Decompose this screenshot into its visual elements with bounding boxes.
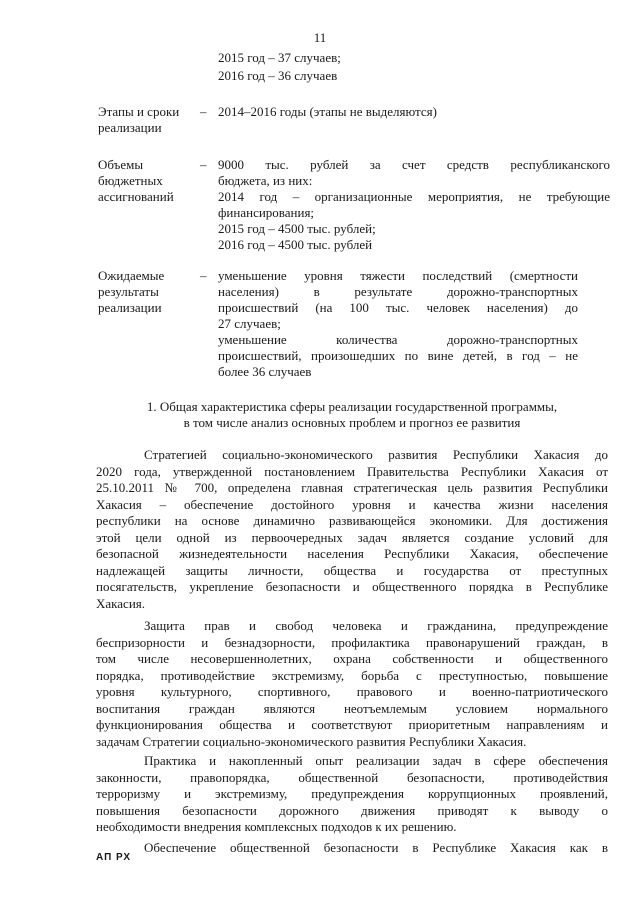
paragraph-line: Защита прав и свобод человека и гражданина, предупреждение [144, 618, 608, 633]
paragraph-line: этой цели одной из первоочередных задач является создание условий для [96, 529, 608, 545]
paragraph-line: 25.10.2011 № 700, определена главная стратегическая цель развития Республики [96, 480, 608, 495]
row-value: населения) в результате дорожно-транспортных [218, 284, 578, 299]
paragraph-line: Хакасия – обеспечение достойного уровня и качества жизни населения [96, 496, 608, 512]
row-value: уменьшение количества дорожно-транспортных [218, 332, 578, 347]
paragraph-line: воспитания граждан являются неотъемлемым условием нормального [96, 700, 608, 716]
row-label: результаты [98, 284, 159, 299]
row-value: 2014 год – организационные мероприятия, не требующие [218, 189, 610, 204]
paragraph-line: порядка, противодействие экстремизму, борьба с преступностью, повышение [96, 667, 608, 683]
paragraph [96, 618, 608, 750]
paragraph-line: Практика и накопленный опыт реализации задач в сфере обеспечения [144, 753, 608, 768]
row-label: реализации [98, 300, 162, 315]
row-value: происшествий, произошедших по вине детей, в год – не [218, 348, 578, 363]
row-label: Ожидаемые [98, 268, 165, 283]
footer-stamp: АП РХ [96, 852, 132, 863]
row-label: реализации [98, 120, 162, 135]
row-value: 27 случаев; [218, 316, 281, 331]
page-number: 11 [313, 30, 327, 45]
row-value: 2014–2016 годы (этапы не выделяются) [218, 104, 437, 119]
row-label: бюджетных [98, 173, 163, 188]
paragraph-line: республики на основе динамично развивающейся экономики. Для достижения [96, 513, 608, 528]
paragraph-line: законности, правопорядка, общественной безопасности, противодействия [96, 769, 608, 785]
paragraph [96, 840, 608, 857]
paragraph-line: том числе несовершеннолетних, охрана собственности и общественного [96, 651, 608, 666]
paragraph-line: функционирования общества и соответствуют приоритетным направлениям и [96, 717, 608, 732]
paragraph-line: надлежащей защиты личности, общества и государства от преступных [96, 562, 608, 578]
paragraph-line: посягательств, укрепление безопасности и общественного порядка в Республике [96, 579, 608, 594]
top-line: 2015 год – 37 случаев; [218, 50, 341, 65]
row-value: 2016 год – 4500 тыс. рублей [218, 237, 373, 252]
paragraph-line: 2020 года, утвержденной постановлением Правительства Республики Хакасия от [96, 463, 608, 479]
paragraph-line: терроризму и экстремизму, предупреждения коррупционных проявлений, [96, 786, 608, 801]
paragraph-line: Стратегией социально-экономического развития Республики Хакасия до [144, 447, 608, 462]
paragraph [96, 753, 608, 836]
row-label: ассигнований [98, 189, 174, 204]
row-dash: – [200, 104, 207, 119]
row-dash: – [200, 157, 207, 172]
row-label: Объемы [98, 157, 144, 172]
row-value: бюджета, из них: [218, 173, 313, 188]
paragraph-line: безопасной жизнедеятельности населения Республики Хакасия, обеспечение [96, 546, 608, 561]
paragraph-line: Обеспечение общественной безопасности в Республике Хакасия как в [144, 840, 608, 855]
paragraph-line: Хакасия. [96, 595, 146, 611]
paragraph-line: беспризорности и безнадзорности, профилактика правонарушений граждан, в [96, 634, 608, 650]
paragraph-line: уровня культурного, спортивного, правового и военно-патриотического [96, 684, 608, 699]
row-value: происшествий (на 100 тыс. человек населения) до [218, 300, 578, 315]
row-value: уменьшение уровня тяжести последствий (смертности [218, 268, 578, 283]
top-line: 2016 год – 36 случаев [218, 68, 338, 83]
row-value: более 36 случаев [218, 364, 312, 379]
row-value: 2015 год – 4500 тыс. рублей; [218, 221, 376, 236]
section-heading-line: 1. Общая характеристика сферы реализации государственной программы, [146, 399, 558, 414]
row-label: Этапы и сроки [98, 104, 180, 119]
row-value: финансирования; [218, 205, 315, 220]
paragraph-line: повышения безопасности дорожного движения приводят к выводу о [96, 802, 608, 818]
row-dash: – [200, 268, 207, 283]
row-value: 9000 тыс. рублей за счет средств республиканского [218, 157, 610, 172]
paragraph-line: необходимости внедрения комплексных подходов к их решению. [96, 819, 457, 834]
paragraph [96, 447, 608, 612]
section-heading-line: в том числе анализ основных проблем и прогноз ее развития [183, 415, 521, 430]
paragraph-line: задачам Стратегии социально-экономического развития Республики Хакасия. [96, 733, 527, 749]
